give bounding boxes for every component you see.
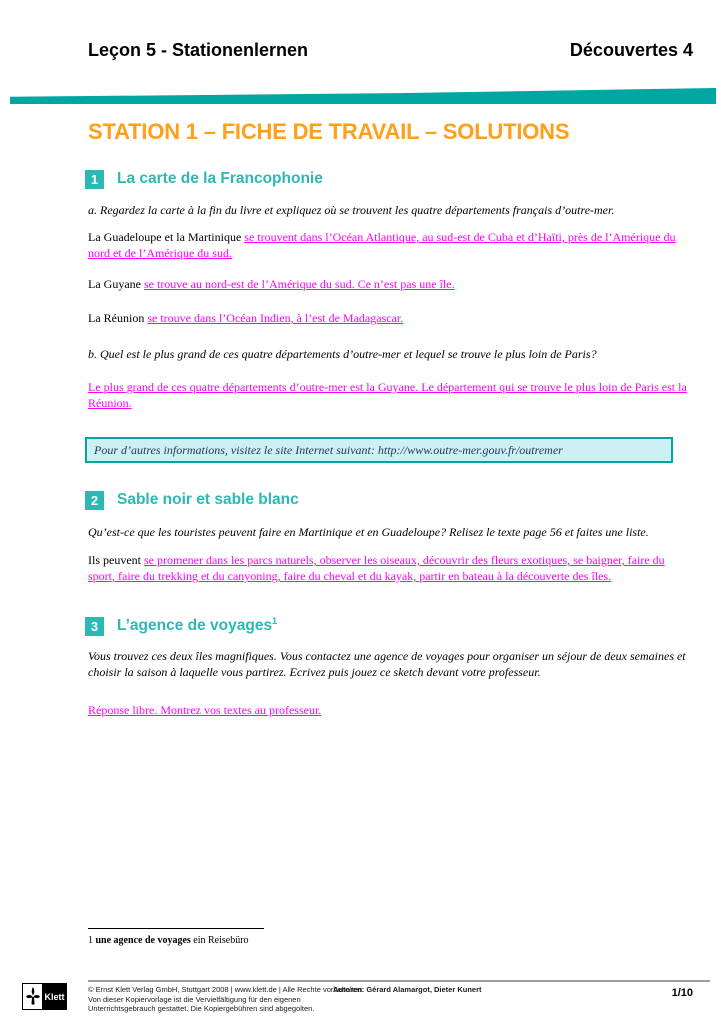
answer-prefix: La Réunion	[88, 311, 148, 325]
klett-logo-text: Klett	[42, 983, 67, 1010]
book-header: Découvertes 4	[569, 40, 693, 60]
info-box-text: Pour d’autres informations, visitez le site Internet suivant: http://www.outre-mer.gouv.fr/outremer	[94, 443, 563, 457]
section-2-title: Sable noir et sable blanc	[117, 491, 299, 508]
section-2-header	[85, 490, 299, 510]
section-3-title-text: L’agence de voyages	[117, 617, 273, 634]
task-3-instruction: Vous trouvez ces deux îles magnifiques. Vous contactez une agence de voyages pour organiser un séjour de deux semaines et choisir la saison à laquelle vous partirez. Ecrivez puis jouez ce sketch devant votre professeur.	[88, 649, 686, 679]
answer-reunion	[88, 310, 688, 326]
task-1b-instruction: b. Quel est le plus grand de ces quatre départements d’outre-mer et lequel se trouve le plus loin de Paris?	[88, 347, 597, 361]
answer-prefix: La Guyane	[88, 277, 144, 291]
footnote-term: une agence de voyages	[95, 935, 191, 946]
copyright-line: Von dieser Kopiervorlage ist die Vervielfältigung für den eigenen	[88, 994, 301, 1004]
section-2-number-badge: 2	[85, 491, 104, 510]
task-1a-instruction: a. Regardez la carte à la fin du livre et expliquez où se trouvent les quatre départements français d’outre-mer.	[88, 203, 615, 217]
section-3-number-badge: 3	[85, 617, 104, 636]
answer-solution: se trouve dans l’Océan Indien, à l’est de Madagascar.	[147, 311, 404, 325]
footnote-definition: ein Reisebüro	[193, 935, 249, 946]
answer-solution: Réponse libre. Montrez vos textes au professeur.	[88, 703, 322, 717]
section-3-header	[85, 616, 277, 636]
section-3-title	[117, 617, 277, 635]
answer-1b	[88, 379, 688, 411]
answer-guadeloupe-martinique	[88, 229, 688, 261]
section-1-title: La carte de la Francophonie	[117, 170, 323, 187]
footnote-marker: 1	[88, 935, 93, 946]
footnote	[88, 934, 249, 947]
answer-prefix: Ils peuvent	[88, 553, 144, 567]
answer-2	[88, 552, 688, 584]
copyright-line: Unterrichtsgebrauch gestattet. Die Kopiergebühren sind abgegolten.	[88, 1004, 315, 1013]
answer-guyane	[88, 276, 688, 292]
answer-solution: se promener dans les parcs naturels, observer les oiseaux, découvrir des fleurs exotiques, se baigner, faire du sport, faire du trekking et du canyoning, faire du cheval et du kayak, partir en bateau à la découverte des îles.	[88, 553, 665, 583]
info-box	[85, 437, 673, 463]
page-number: 1/10	[671, 987, 693, 999]
footer-divider	[88, 980, 710, 982]
page-title: STATION 1 – FICHE DE TRAVAIL – SOLUTIONS	[88, 119, 570, 144]
footnote-divider	[88, 928, 264, 929]
answer-solution: Le plus grand de ces quatre départements d’outre-mer est la Guyane. Le département qui se trouve le plus loin de Paris est la Réunion.	[88, 380, 687, 410]
answer-prefix: La Guadeloupe et la Martinique	[88, 230, 245, 244]
teal-divider	[10, 88, 716, 104]
footer-authors: Autoren: Gérard Alamargot, Dieter Kunert	[333, 985, 482, 994]
klett-logo-icon	[22, 983, 42, 1010]
copyright-line: © Ernst Klett Verlag GmbH, Stuttgart 2008 | www.klett.de | Alle Rechte vorbehalten	[88, 985, 363, 994]
task-2-instruction: Qu’est-ce que les touristes peuvent faire en Martinique et en Guadeloupe? Relisez le texte page 56 et faites une liste.	[88, 525, 649, 539]
footer-copyright	[88, 985, 362, 1014]
section-1-number-badge: 1	[85, 170, 104, 189]
answer-solution: se trouve au nord-est de l’Amérique du sud. Ce n’est pas une île.	[143, 277, 455, 291]
lesson-header: Leçon 5 - Stationenlernen	[88, 40, 309, 60]
footnote-reference: 1	[272, 615, 278, 626]
answer-3	[88, 702, 688, 718]
section-1-header	[85, 169, 323, 189]
klett-logo	[22, 983, 67, 1010]
answer-solution: se trouvent dans l’Océan Atlantique, au sud-est de Cuba et d’Haïti, près de l’Amérique du nord et de l’Amérique du sud.	[88, 230, 676, 260]
page-header	[88, 40, 693, 60]
